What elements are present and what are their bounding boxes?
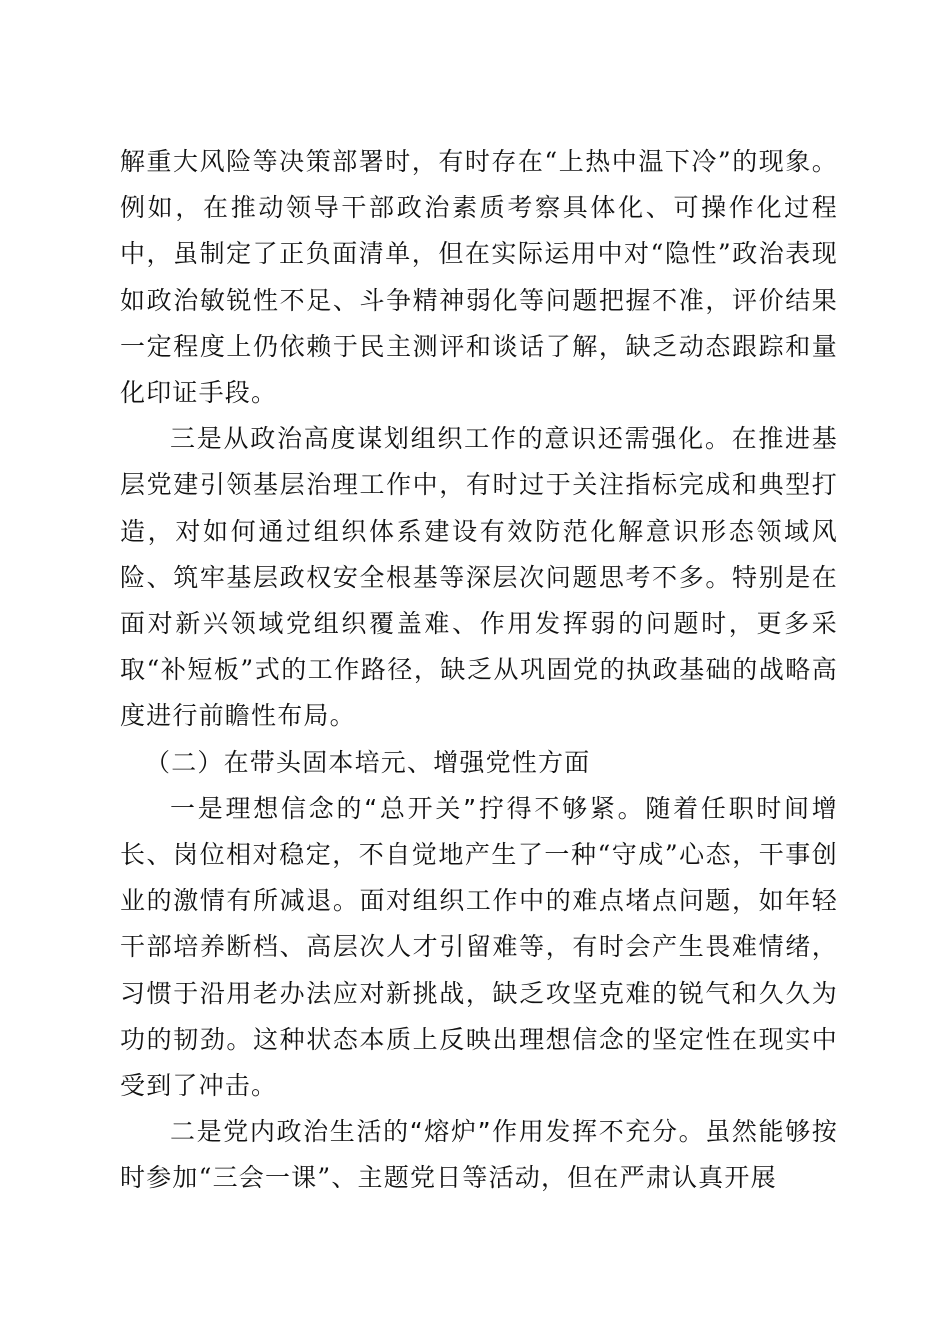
paragraph-continued [120, 139, 838, 416]
paragraph-point-one [120, 786, 838, 1109]
paragraph-lead-sentence: 二是党内政治生活的“熔炉”作用发挥不充分。 [170, 1117, 706, 1147]
paragraph-text: 解重大风险等决策部署时，有时存在“上热中温下冷”的现象。例如，在推动领导干部政治素质考察具体化、可操作化过程中，虽制定了正负面清单，但在实际运用中对“隐性”政治表现如政治敏锐性不足、斗争精神弱化等问题把握不准，评价结果一定程度上仍依赖于民主测评和谈话了解，缺乏动态跟踪和量化印证手段。 [120, 147, 838, 408]
paragraph-point-two [120, 1109, 838, 1201]
document-body [120, 139, 838, 1202]
paragraph-lead-sentence: 一是理想信念的“总开关”拧得不够紧。 [170, 793, 646, 823]
paragraph-point-three [120, 416, 838, 739]
paragraph-text: 随着任职时间增长、岗位相对稳定，不自觉地产生了一种“守成”心态，干事创业的激情有所减退。面对组织工作中的难点堵点问题，如年轻干部培养断档、高层次人才引留难等，有时会产生畏难情绪，习惯于沿用老办法应对新挑战，缺乏攻坚克难的锐气和久久为功的韧劲。这种状态本质上反映出理想信念的坚定性在现实中受到了冲击。 [120, 793, 838, 1101]
paragraph-text: 在推进基层党建引领基层治理工作中，有时过于关注指标完成和典型打造，对如何通过组织体系建设有效防范化解意识形态领域风险、筑牢基层政权安全根基等深层次问题思考不多。特别是在面对新兴领域党组织覆盖难、作用发挥弱的问题时，更多采取“补短板”式的工作路径，缺乏从巩固党的执政基础的战略高度进行前瞻性布局。 [120, 424, 839, 731]
paragraph-lead-sentence: 三是从政治高度谋划组织工作的意识还需强化。 [170, 424, 732, 454]
paragraph-text: 虽然能够按时参加“三会一课”、主题党日等活动，但在严肃认真开展 [120, 1117, 838, 1193]
section-heading: （二）在带头固本培元、增强党性方面 [145, 747, 591, 777]
